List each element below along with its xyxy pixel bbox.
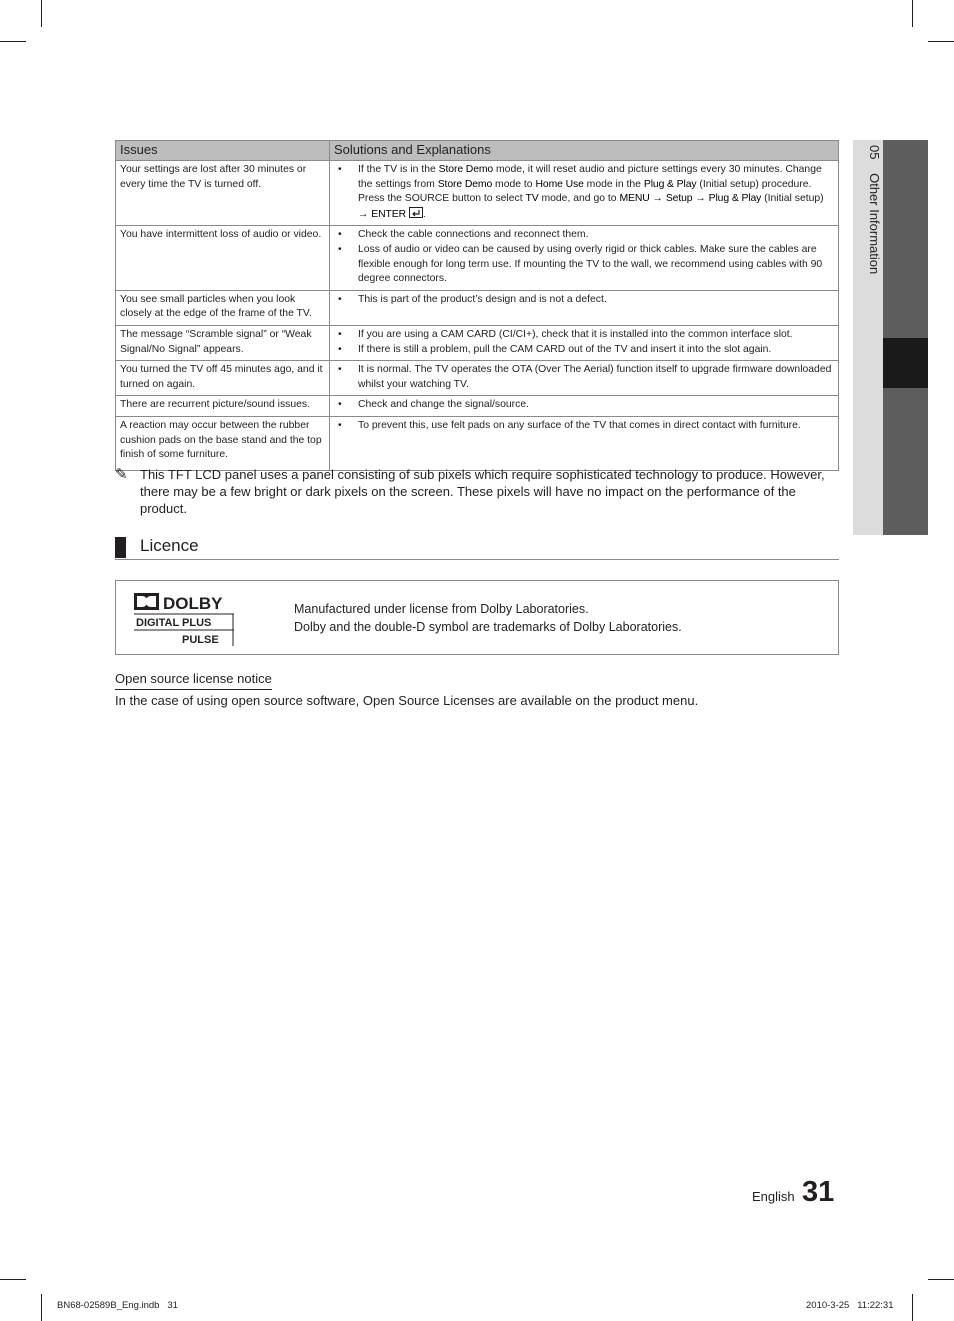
dolby-line1: DIGITAL PLUS [136,617,212,629]
crop-mark [928,41,954,42]
table-header-row [116,141,839,161]
issue-cell: You see small particles when you look closely at the edge of the frame of the TV. [116,290,330,325]
header-solutions: Solutions and Explanations [330,141,839,161]
issue-cell: You have intermittent loss of audio or video. [116,226,330,290]
note-text: This TFT LCD panel uses a panel consisting of sub pixels which require sophisticated technology to produce. However, there may be a few bright or dark pixels on the screen. These pixels will have no impact on the performance of the product. [140,467,825,516]
issue-cell: You turned the TV off 45 minutes ago, and it turned on again. [116,361,330,396]
solution-item: • If there is still a problem, pull the CAM CARD out of the TV and insert it into the slot again. [358,343,834,358]
solution-cell [330,416,839,470]
issue-cell: The message “Scramble signal” or “Weak Signal/No Signal” appears. [116,325,330,360]
table-row [116,325,839,360]
solution-item: • This is part of the product’s design and is not a defect. [358,293,834,308]
dolby-licence-text [294,600,682,636]
crop-mark [928,1279,954,1280]
crop-mark [912,1294,913,1321]
licence-line: Dolby and the double-D symbol are trademarks of Dolby Laboratories. [294,620,682,634]
table-row [116,416,839,470]
section-title-licence: Licence [140,536,199,555]
header-issues: Issues [116,141,330,161]
print-slug-right: 2010-3-25 11:22:31 [806,1300,894,1311]
chapter-title: Other Information [867,173,882,275]
section-rule [115,559,839,560]
open-source-body: In the case of using open source software, Open Source Licenses are available on the product menu. [115,693,699,708]
solution-cell [330,226,839,290]
issue-cell: Your settings are lost after 30 minutes or every time the TV is turned off. [116,161,330,226]
table-row [116,161,839,226]
note-block [115,466,845,517]
print-slug-left: BN68-02589B_Eng.indb 31 [57,1300,178,1311]
solution-item: • If you are using a CAM CARD (CI/CI+), check that it is installed into the common interface slot. [358,328,834,343]
page-number: 31 [802,1176,835,1208]
table-row [116,226,839,290]
dolby-brand: DOLBY [163,594,223,613]
pencil-icon: ✎ [115,466,128,483]
table-row [116,361,839,396]
troubleshooting-table [115,140,839,471]
solution-item: • Check the cable connections and reconnect them. [358,228,834,243]
dolby-line2: PULSE [182,634,219,646]
solution-cell [330,161,839,226]
crop-mark [41,1294,42,1321]
solution-cell [330,290,839,325]
table-row [116,396,839,417]
side-tab-label [858,145,882,405]
licence-line: Manufactured under license from Dolby Laboratories. [294,602,589,616]
footer-language: English [752,1189,795,1204]
dolby-logo [134,592,234,646]
open-source-title: Open source license notice [115,671,272,690]
solution-item: • It is normal. The TV operates the OTA (Over The Aerial) function itself to upgrade firmware downloaded whilst your watching TV. [358,363,834,392]
table-row [116,290,839,325]
solution-item: • If the TV is in the Store Demo mode, it will reset audio and picture settings every 30 minutes. Change the settings from Store Demo mode to Home Use mode in the Plug & Play (Initial setup) procedure. Press the SOURCE button to select TV mode, and go to MENU → Setup → Plug & Play (Initial setup) → ENTER . [358,163,834,222]
crop-mark [912,0,913,27]
solution-cell [330,361,839,396]
chapter-number: 05 [867,145,882,160]
crop-mark [0,41,26,42]
enter-icon [409,207,423,218]
section-marker [115,537,126,558]
issue-cell: There are recurrent picture/sound issues. [116,396,330,417]
solution-item: • Loss of audio or video can be caused by using overly rigid or thick cables. Make sure the cables are flexible enough for long term use. If mounting the TV to the wall, we recommend using cables with 90 degree connectors. [358,243,834,287]
solution-item: • Check and change the signal/source. [358,398,834,413]
crop-mark [0,1279,26,1280]
crop-mark [41,0,42,27]
solution-item: • To prevent this, use felt pads on any surface of the TV that comes in direct contact with furniture. [358,419,834,434]
side-tab-active-marker [883,338,928,388]
solution-cell [330,396,839,417]
dolby-licence-box [115,580,839,655]
solution-cell [330,325,839,360]
issue-cell: A reaction may occur between the rubber cushion pads on the base stand and the top finish of some furniture. [116,416,330,470]
